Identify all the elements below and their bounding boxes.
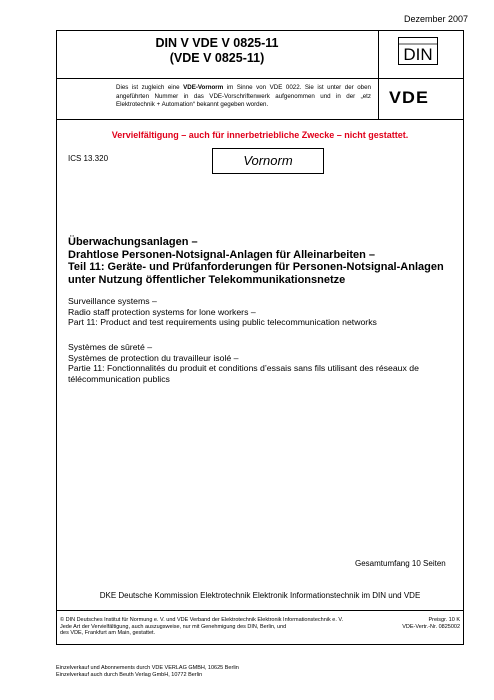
vde-notice: Dies ist zugleich eine VDE-Vornorm im Sinne von VDE 0022. Sie ist unter der oben angeführten Nummer in das VDE-Vorschriftenwerk aufgenommen und in der „etz Elektrotechnik + Automation“ bekannt gegeben worden. <box>116 84 371 108</box>
price-info <box>380 617 460 630</box>
vde-number: (VDE V 0825-11) <box>169 51 265 65</box>
title-line: télécommunication publics <box>68 373 170 384</box>
title-line: Systèmes de sûreté – <box>68 342 153 352</box>
order-number: VDE-Vertr.-Nr. 0825002 <box>402 623 460 630</box>
price-group: Preisgr. 10 K <box>428 617 460 623</box>
title-line: unter Nutzung öffentlicher Telekommunikationsnetze <box>68 273 346 286</box>
din-logo <box>398 37 438 65</box>
divider <box>56 610 464 611</box>
status-box: Vornorm <box>212 148 324 174</box>
sales-line: Einzelverkauf und Abonnements durch VDE VERLAG GMBH, 10625 Berlin <box>56 665 239 671</box>
reproduction-notice: Vervielfältigung – auch für innerbetriebliche Zwecke – nicht gestattet. <box>111 130 409 140</box>
title-line: Überwachungsanlagen – <box>68 236 198 248</box>
divider <box>378 30 379 119</box>
copyright-line: des VDE, Frankfurt am Main, gestattet. <box>60 630 156 637</box>
title-page-frame <box>56 30 464 645</box>
title-line: Teil 11: Geräte- und Prüfanforderungen für Personen-Notsignal-Anlagen <box>68 261 444 273</box>
divider <box>56 119 464 120</box>
title-line: Drahtlose Personen-Notsignal-Anlagen für Alleinarbeiten – <box>68 248 376 261</box>
sales-line: Einzelverkauf auch durch Beuth Verlag GmbH, 10772 Berlin <box>56 671 203 678</box>
title-line: Part 11: Product and test requirements using public telecommunication networks <box>68 317 377 327</box>
svg-text:DIN: DIN <box>403 45 433 64</box>
title-english <box>68 296 448 328</box>
total-pages: Gesamtumfang 10 Seiten <box>355 559 446 568</box>
divider <box>56 78 464 79</box>
title-line: Partie 11: Fonctionnalités du produit et conditions d’essais sans fils utilisant des réseaux de <box>68 363 419 373</box>
title-line: Radio staff protection systems for lone workers – <box>68 306 256 317</box>
publication-date: Dezember 2007 <box>403 14 468 24</box>
ics-code: ICS 13.320 <box>68 154 109 163</box>
copyright-line: Jede Art der Vervielfältigung, auch auszugsweise, nur mit Genehmigung des DIN, Berlin, und <box>60 623 287 630</box>
sales-info <box>56 665 239 678</box>
title-line: Systèmes de protection du travailleur isolé – <box>68 352 239 363</box>
title-german <box>68 236 448 286</box>
copyright-line: © DIN Deutsches Institut für Normung e. V. und VDE Verband der Elektrotechnik Elektronik Informationstechnik e. V. <box>60 617 344 623</box>
title-line: Surveillance systems – <box>68 296 157 306</box>
vde-logo: VDE <box>389 88 429 107</box>
title-french <box>68 342 448 384</box>
standard-number: DIN V VDE V 0825-11 <box>155 36 279 50</box>
committee: DKE Deutsche Kommission Elektrotechnik Elektronik Informationstechnik im DIN und VDE <box>99 591 421 600</box>
copyright-notice <box>60 617 390 637</box>
